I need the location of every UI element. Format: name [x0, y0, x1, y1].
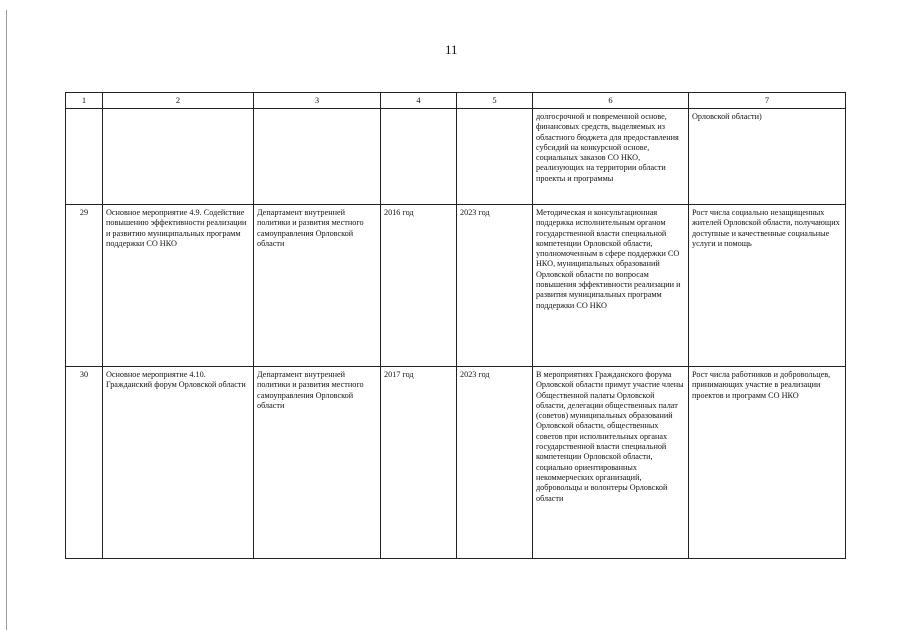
- header-cell: 6: [533, 93, 689, 109]
- activity-name-cell: [103, 109, 254, 205]
- page-edge-line: [6, 10, 7, 630]
- activity-name-cell: Основное мероприятие 4.10. Гражданский форум Орловской области: [103, 367, 254, 559]
- header-cell: 1: [66, 93, 103, 109]
- table-row: [66, 109, 846, 205]
- start-year-cell: 2016 год: [381, 205, 457, 367]
- header-cell: 7: [689, 93, 846, 109]
- activities-table: [65, 92, 846, 559]
- result-cell: Орловской области): [689, 109, 846, 205]
- row-number-cell: [66, 109, 103, 205]
- row-number-cell: 29: [66, 205, 103, 367]
- activity-name-cell: Основное мероприятие 4.9. Содействие повышению эффективности реализации и развитию муниципальных программ поддержки СО НКО: [103, 205, 254, 367]
- end-year-cell: 2023 год: [457, 367, 533, 559]
- header-row: [66, 93, 846, 109]
- executor-cell: Департамент внутренней политики и развития местного самоуправления Орловской области: [254, 367, 381, 559]
- table-row: [66, 367, 846, 559]
- table-row: [66, 205, 846, 367]
- end-year-cell: [457, 109, 533, 205]
- description-cell: долгосрочной и повременной основе, финансовых средств, выделяемых из областного бюджета для предоставления субсидий на конкурсной основе, социальных заказов СО НКО, реализующих на территории области проекты и программы: [533, 109, 689, 205]
- result-cell: Рост числа социально незащищенных жителей Орловской области, получающих доступные и качественные социальные услуги и помощь: [689, 205, 846, 367]
- header-cell: 3: [254, 93, 381, 109]
- row-number-cell: 30: [66, 367, 103, 559]
- start-year-cell: 2017 год: [381, 367, 457, 559]
- result-cell: Рост числа работников и добровольцев, принимающих участие в реализации проектов и программ СО НКО: [689, 367, 846, 559]
- executor-cell: [254, 109, 381, 205]
- page-number: 11: [445, 42, 458, 57]
- header-cell: 5: [457, 93, 533, 109]
- end-year-cell: 2023 год: [457, 205, 533, 367]
- header-cell: 2: [103, 93, 254, 109]
- description-cell: В мероприятиях Гражданского форума Орловской области примут участие члены Общественной палаты Орловской области, делегации общественных палат (советов) муниципальных образований Орловской области, общественных советов при исполнительных органах государственной власти специальной компетенции Орловской области, социально ориентированных некоммерческих организаций, добровольцы и волонтеры Орловской области: [533, 367, 689, 559]
- executor-cell: Департамент внутренней политики и развития местного самоуправления Орловской области: [254, 205, 381, 367]
- header-cell: 4: [381, 93, 457, 109]
- start-year-cell: [381, 109, 457, 205]
- description-cell: Методическая и консультационная поддержка исполнительным органом государственной власти специальной компетенции Орловской области, уполномоченным в сфере поддержки СО НКО, муниципальных образований Орловской области по вопросам повышения эффективности реализации и развития муниципальных программ поддержки СО НКО: [533, 205, 689, 367]
